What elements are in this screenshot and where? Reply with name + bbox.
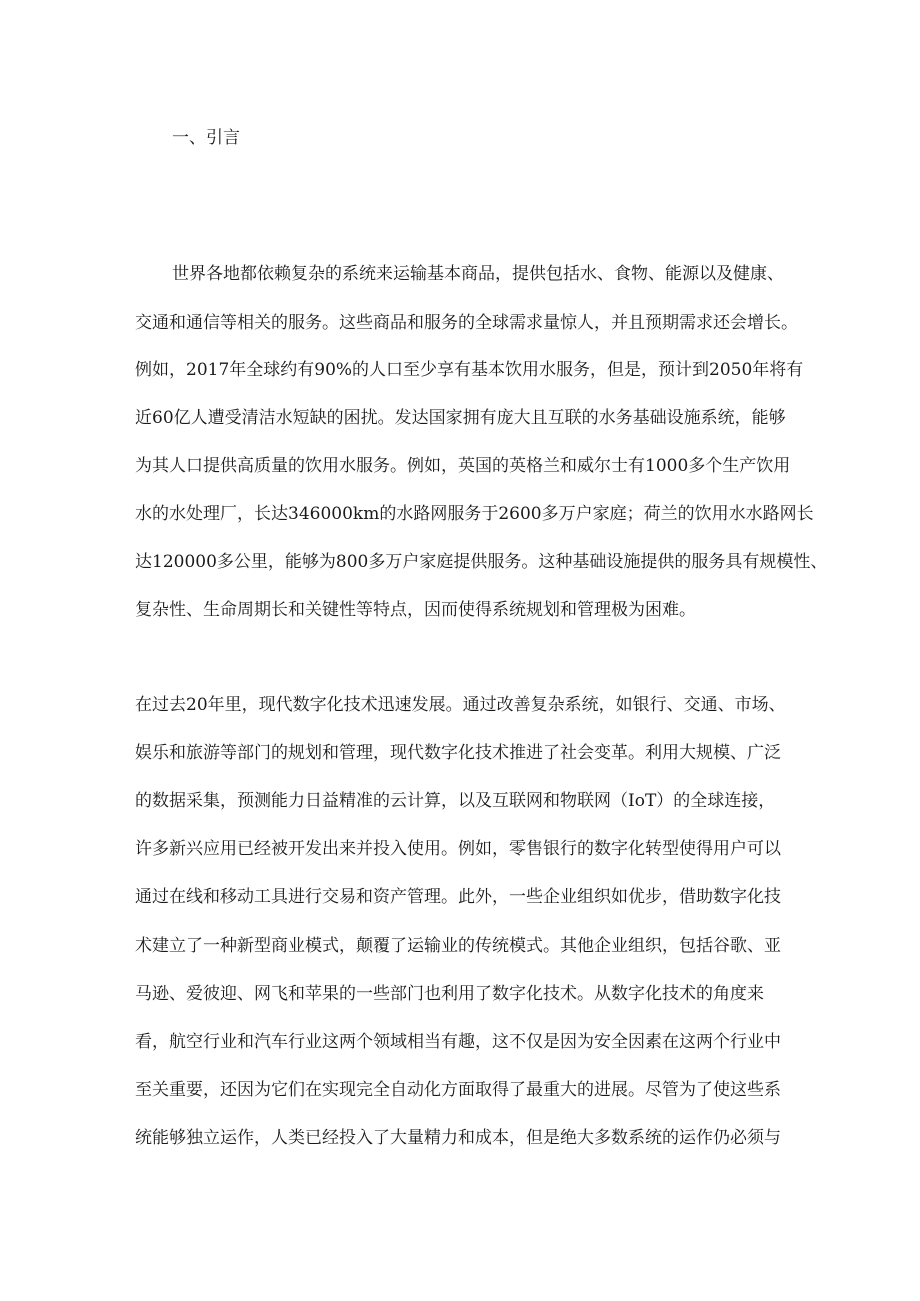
paragraph-line: 至关重要，还因为它们在实现完全自动化方面取得了最重大的进展。尽管为了使这些系 [135, 1080, 781, 1100]
section-heading: 一、引言 [172, 128, 240, 148]
paragraph-line: 近60亿人遭受清洁水短缺的困扰。发达国家拥有庞大且互联的水务基础设施系统，能够 [135, 408, 786, 428]
paragraph-line: 达120000多公里，能够为800多万户家庭提供服务。这种基础设施提供的服务具有规模性、 [135, 552, 828, 572]
paragraph-line: 为其人口提供高质量的饮用水服务。例如，英国的英格兰和威尔士有1000多个生产饮用 [135, 456, 791, 476]
paragraph-line: 娱乐和旅游等部门的规划和管理，现代数字化技术推进了社会变革。利用大规模、广泛 [135, 743, 781, 763]
paragraph-line: 在过去20年里，现代数字化技术迅速发展。通过改善复杂系统，如银行、交通、市场、 [135, 695, 786, 715]
paragraph-line: 交通和通信等相关的服务。这些商品和服务的全球需求量惊人，并且预期需求还会增长。 [135, 313, 798, 333]
paragraph-line: 统能够独立运作，人类已经投入了大量精力和成本，但是绝大多数系统的运作仍必须与 [135, 1128, 781, 1148]
paragraph-line: 通过在线和移动工具进行交易和资产管理。此外，一些企业组织如优步，借助数字化技 [135, 887, 781, 907]
paragraph-line: 世界各地都依赖复杂的系统来运输基本商品，提供包括水、食物、能源以及健康、 [172, 264, 784, 284]
paragraph-line: 水的水处理厂，长达346000km的水路网服务于2600多万户家庭；荷兰的饮用水水路网长 [135, 504, 814, 524]
paragraph-line: 术建立了一种新型商业模式，颠覆了运输业的传统模式。其他企业组织，包括谷歌、亚 [135, 936, 781, 956]
paragraph-line: 看，航空行业和汽车行业这两个领域相当有趣，这不仅是因为安全因素在这两个行业中 [135, 1032, 781, 1052]
paragraph-line: 的数据采集，预测能力日益精准的云计算，以及互联网和物联网（IoT）的全球连接， [135, 791, 776, 811]
paragraph-line: 许多新兴应用已经被开发出来并投入使用。例如，零售银行的数字化转型使得用户可以 [135, 839, 781, 859]
paragraph-line: 马逊、爱彼迎、网飞和苹果的一些部门也利用了数字化技术。从数字化技术的角度来 [135, 984, 764, 1004]
paragraph-line: 例如，2017年全球约有90%的人口至少享有基本饮用水服务，但是，预计到2050年将有 [135, 360, 804, 380]
paragraph-line: 复杂性、生命周期长和关键性等特点，因而使得系统规划和管理极为困难。 [135, 600, 696, 620]
